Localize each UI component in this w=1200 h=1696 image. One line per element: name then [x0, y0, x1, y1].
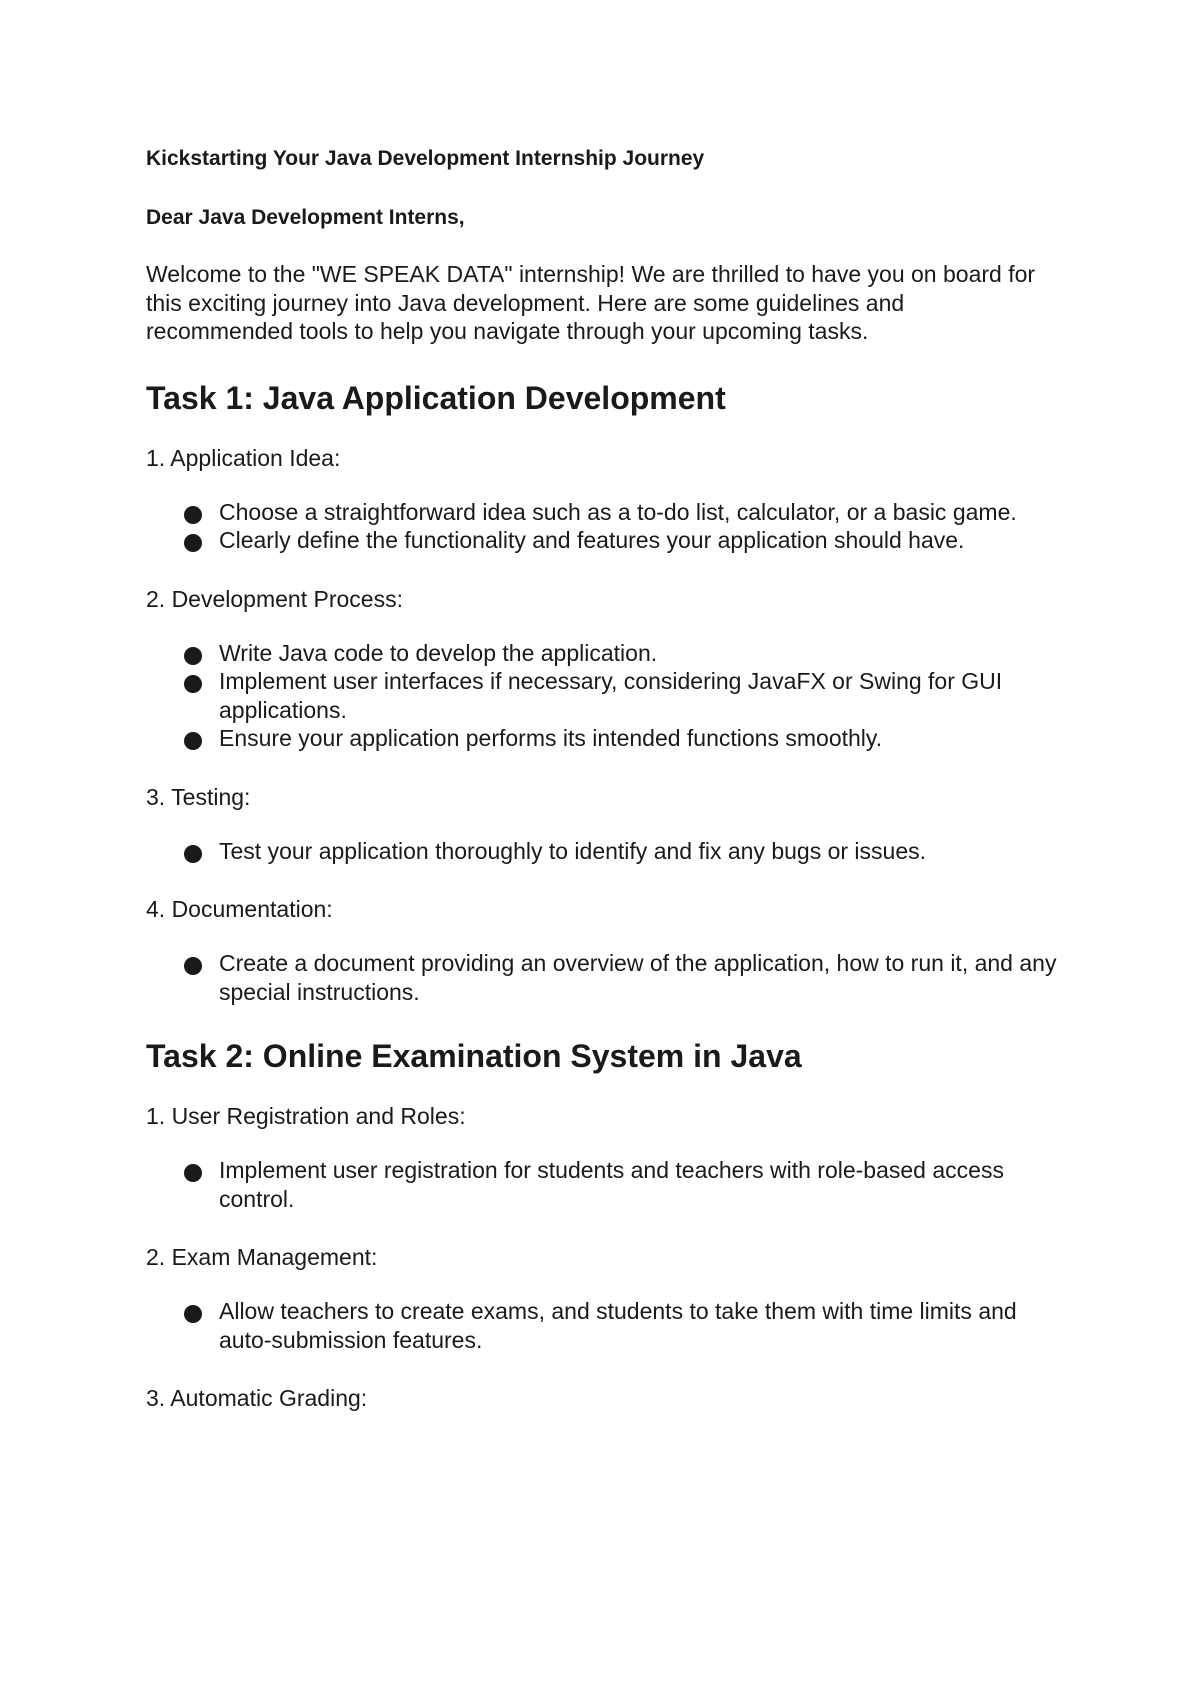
bullet-icon [184, 506, 202, 524]
step-heading: 2. Development Process: [146, 585, 403, 612]
step-heading: 1. User Registration and Roles: [146, 1103, 466, 1129]
bullet-icon [184, 957, 202, 975]
bullet-icon [184, 732, 202, 750]
task-heading: Task 1: Java Application Development [146, 379, 726, 416]
bullet-list [146, 949, 1070, 1006]
document-title: Kickstarting Your Java Development Internship Journey [146, 147, 705, 170]
bullet-icon [184, 647, 202, 665]
bullet-list [146, 639, 1070, 753]
task-section [146, 1036, 1070, 1412]
list-item-text: Allow teachers to create exams, and students to take them with time limits and auto-submission features. [219, 1298, 1017, 1353]
list-item [219, 667, 1059, 724]
task-section [146, 378, 1070, 1007]
list-item [219, 837, 1059, 866]
step-heading: 4. Documentation: [146, 896, 333, 922]
step-heading: 3. Testing: [146, 783, 251, 810]
list-item [219, 724, 1059, 753]
intro-paragraph: Welcome to the "WE SPEAK DATA" internship! We are thrilled to have you on board for this exciting journey into Java development. Here are some guidelines and recommended tools to help you navigate through your upcoming tasks. [146, 261, 1036, 344]
step-heading: 2. Exam Management: [146, 1244, 378, 1270]
bullet-list [146, 837, 1070, 866]
list-item-text: Clearly define the functionality and features your application should have. [219, 527, 965, 553]
list-item [219, 1297, 1059, 1354]
list-item [219, 498, 1059, 527]
bullet-icon [184, 1305, 202, 1323]
step-heading: 3. Automatic Grading: [146, 1385, 368, 1411]
task-heading: Task 2: Online Examination System in Java [146, 1038, 802, 1074]
list-item-text: Choose a straightforward idea such as a to-do list, calculator, or a basic game. [219, 498, 1017, 525]
list-item-text: Implement user registration for students and teachers with role-based access control. [219, 1157, 1004, 1212]
list-item-text: Ensure your application performs its intended functions smoothly. [219, 725, 883, 751]
bullet-icon [184, 675, 202, 693]
bullet-icon [184, 534, 202, 552]
list-item [219, 526, 1059, 555]
bullet-list [146, 498, 1070, 555]
bullet-icon [184, 845, 202, 863]
list-item [219, 949, 1059, 1006]
list-item-text: Test your application thoroughly to identify and fix any bugs or issues. [219, 837, 927, 864]
list-item [219, 639, 1059, 668]
list-item-text: Write Java code to develop the application. [219, 639, 658, 666]
step-heading: 1. Application Idea: [146, 444, 341, 471]
list-item-text: Implement user interfaces if necessary, considering JavaFX or Swing for GUI applications. [219, 668, 1003, 723]
list-item-text: Create a document providing an overview of the application, how to run it, and any special instructions. [219, 950, 1057, 1005]
salutation: Dear Java Development Interns, [146, 206, 465, 229]
bullet-icon [184, 1164, 202, 1182]
bullet-list [146, 1156, 1070, 1213]
bullet-list [146, 1297, 1070, 1354]
task-list [146, 378, 1070, 1413]
list-item [219, 1156, 1059, 1213]
